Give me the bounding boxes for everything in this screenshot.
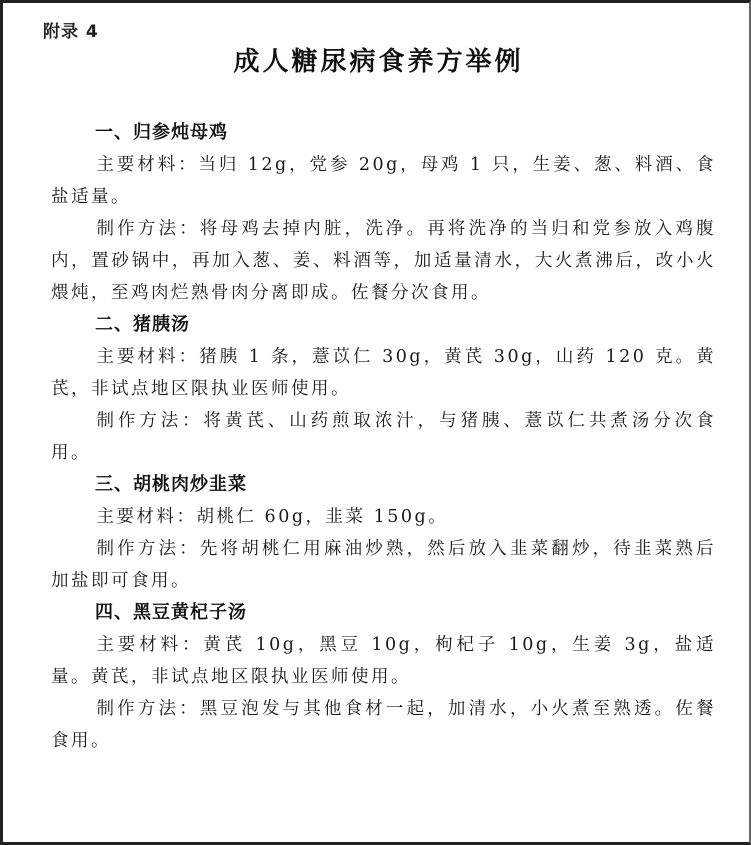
section-heading: 三、胡桃肉炒韭菜 <box>95 474 247 495</box>
ingredients-paragraph: 主要材料：当归 12g，党参 20g，母鸡 1 只，生姜、葱、料酒、食盐适量。 <box>51 155 716 207</box>
recipe-section-1 <box>51 117 716 309</box>
appendix-label: 附录 4 <box>43 22 99 42</box>
recipe-section-2 <box>51 309 716 469</box>
section-heading: 四、黑豆黄杞子汤 <box>95 602 247 623</box>
method-paragraph: 制作方法：将母鸡去掉内脏，洗净。再将洗净的当归和党参放入鸡腹内，置砂锅中，再加入葱、姜、料酒等，加适量清水，大火煮沸后，改小火煨炖，至鸡肉烂熟骨肉分离即成。佐餐分次食用。 <box>51 219 716 303</box>
section-heading: 二、猪胰汤 <box>95 314 190 335</box>
method-paragraph: 制作方法：先将胡桃仁用麻油炒熟，然后放入韭菜翻炒，待韭菜熟后加盐即可食用。 <box>51 539 716 591</box>
ingredients-paragraph: 主要材料：猪胰 1 条，薏苡仁 30g，黄芪 30g，山药 120 克。黄芪，非试点地区限执业医师使用。 <box>51 347 716 399</box>
recipe-section-4 <box>51 597 716 757</box>
method-paragraph: 制作方法：将黄芪、山药煎取浓汁，与猪胰、薏苡仁共煮汤分次食用。 <box>51 411 716 463</box>
ingredients-paragraph: 主要材料：黄芪 10g，黑豆 10g，枸杞子 10g，生姜 3g，盐适量。黄芪，非试点地区限执业医师使用。 <box>51 635 716 687</box>
method-paragraph: 制作方法：黑豆泡发与其他食材一起，加清水，小火煮至熟透。佐餐食用。 <box>51 699 716 751</box>
section-heading: 一、归参炖母鸡 <box>95 122 228 143</box>
recipe-section-3 <box>51 469 716 597</box>
document-body <box>51 117 716 757</box>
ingredients-paragraph: 主要材料：胡桃仁 60g，韭菜 150g。 <box>96 507 449 527</box>
document-title: 成人糖尿病食养方举例 <box>233 47 524 77</box>
